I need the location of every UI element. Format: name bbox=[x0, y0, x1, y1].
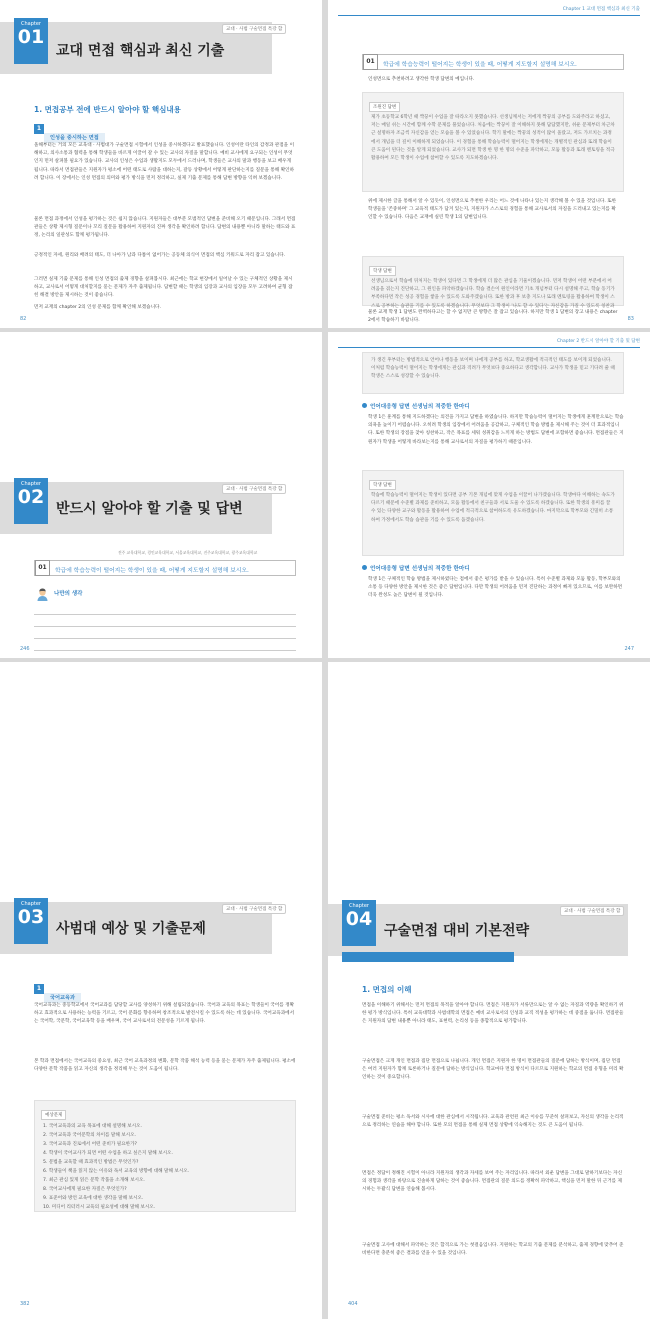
header-tag: 교대 · 사범 구술면접 특강 합 bbox=[560, 906, 624, 916]
page-83 bbox=[328, 0, 650, 328]
answer-box bbox=[362, 470, 624, 556]
paragraph: 구술면접 준비는 평소 독서와 시사에 대한 관심에서 시작됩니다. 교육과 관련된 최근 이슈를 꾸준히 살펴보고, 자신의 생각을 논리적으로 정리하는 연습을 해야 합니다. 또한 모의 면접을 통해 실제 면접 상황에 익숙해지는 것도 큰 도움이 됩니다. bbox=[362, 1115, 624, 1129]
writing-line bbox=[34, 626, 296, 627]
paragraph: 물론 면접 과정에서 인성을 평가하는 것은 쉽지 않습니다. 지원자들은 대부분 모범적인 답변을 준비해 오기 때문입니다. 그래서 면접관들은 상황 제시형 질문이나 꼬리 질문을 활용하여 지원자의 진짜 생각을 확인하려 합니다. 답변의 내용뿐 아니라 말하는 태도와 표정, 논리의 일관성도 함께 평가됩니다. bbox=[34, 217, 296, 239]
page-404 bbox=[328, 662, 650, 1319]
chapter-title: 교대 면접 핵심과 최신 기출 bbox=[56, 43, 225, 59]
page-number: 82 bbox=[20, 316, 27, 322]
page-382 bbox=[0, 662, 322, 1319]
writing-line bbox=[34, 614, 296, 615]
box-tag: 학생 답변 bbox=[369, 480, 396, 490]
paragraph: 면접을 이해하기 위해서는 먼저 면접의 목적을 알아야 합니다. 면접은 지원자가 서류만으로는 알 수 없는 자질과 역량을 확인하기 위한 평가 방식입니다. 특히 교육대학과 사범대학의 면접은 예비 교사로서의 인성과 교직 적성을 평가하는 데 중점을 둡니다. 면접관들은 지원자의 답변 내용뿐 아니라 태도, 표현력, 논리성 등을 종합적으로 평가합니다. bbox=[362, 1003, 624, 1025]
box-tag: 조원진 답변 bbox=[369, 102, 400, 112]
question-item: 8. 국어교사에게 필요한 자질은 무엇인가? bbox=[43, 1187, 127, 1192]
writing-line bbox=[34, 650, 296, 651]
question-text: 학급에 학습능력이 떨어지는 학생이 있을 때, 어떻게 지도할지 설명해 보시오. bbox=[383, 62, 577, 68]
header-tag: 교대 · 사범 구술면접 특강 합 bbox=[222, 904, 286, 914]
question-number: 01 bbox=[363, 54, 378, 70]
page-246 bbox=[0, 332, 322, 658]
paragraph: 구술면접은 크게 개인 면접과 집단 면접으로 나뉩니다. 개인 면접은 지원자 한 명이 면접관들의 질문에 답하는 방식이며, 집단 면접은 여러 지원자가 함께 토론하거나 질문에 답하는 방식입니다. 학교마다 면접 방식이 다르므로 지원하는 학교의 면접 유형을 미리 확인하는 것이 중요합니다. bbox=[362, 1059, 624, 1081]
question-item: 9. 표준어와 방언 교육에 대한 생각을 말해 보시오. bbox=[43, 1196, 144, 1201]
question-list bbox=[35, 1120, 295, 1214]
chapter-title: 구술면접 대비 기본전략 bbox=[384, 923, 529, 939]
paragraph: 긍정적인 자세, 원리와 배려의 태도, 더 나아가 남과 다툼이 없어가는 공동체 의식이 면접의 핵심 키워드로 자리 잡고 있습니다. bbox=[34, 253, 286, 258]
my-thoughts-label: 나만의 생각 bbox=[54, 591, 83, 597]
paragraph: 그러면 실제 기출 문제를 통해 인성 면접의 출제 경향을 살펴봅시다. 최근에는 학교 현장에서 일어날 수 있는 구체적인 상황을 제시하고, 교사로서 어떻게 대처할지를 묻는 문제가 자주 출제됩니다. 답변할 때는 학생의 입장과 교사의 입장을 모두 고려하여 균형 잡힌 해결 방안을 제시하는 것이 좋습니다. bbox=[34, 277, 293, 299]
paragraph: 본 학과 면접에서는 국어교육의 중요성, 최근 국어 교육과정의 변화, 문학 작품 해석 능력 등을 묻는 문제가 자주 출제됩니다. 평소에 다양한 문학 작품을 읽고 자신의 생각을 정리해 두는 것이 도움이 됩니다. bbox=[34, 1059, 296, 1073]
question-box bbox=[362, 54, 624, 70]
writing-line bbox=[34, 638, 296, 639]
page-number: 83 bbox=[627, 316, 634, 322]
question-item: 1. 국어교육과의 교육 목표에 대해 설명해 보시오. bbox=[43, 1124, 142, 1129]
bullet-dot-icon bbox=[362, 565, 367, 570]
question-item: 3. 국어교육과 진로에서 어떤 준비가 필요한가? bbox=[43, 1142, 137, 1147]
answer-box-continued bbox=[362, 352, 624, 394]
question-item: 7. 최근 관심 있게 읽은 문학 작품을 소개해 보시오. bbox=[43, 1178, 145, 1183]
chapter-badge: Chapter 01 bbox=[14, 18, 48, 64]
question-number: 01 bbox=[35, 560, 50, 576]
chapter-title: 반드시 알아야 할 기출 및 답변 bbox=[56, 501, 243, 517]
paragraph: 국어교육과는 중등학교에서 국어교과를 담당할 교사를 양성하기 위해 설립되었습니다. 국어과 교육의 목표는 학생들이 국어를 정확하고 효과적으로 사용하는 능력을 기르고, 국어 문화를 향유하며 창조적으로 발전시킬 수 있도록 하는 데 있습니다. 국어교육과에서는 국어학, 국문학, 국어교육학 등을 배우며, 국어 교사로서의 전문성을 기르게 됩니다. bbox=[34, 1003, 295, 1025]
bullet-dot-icon bbox=[362, 403, 367, 408]
sub-section-badge: 1 국어교육과 bbox=[34, 984, 81, 994]
chapter-badge: Chapter 02 bbox=[14, 478, 48, 524]
answer-box bbox=[362, 256, 624, 309]
box-text: 제가 초등학교 6학년 때 짝꿍이 수업을 잘 따라오지 못했습니다. 선생님께서는 저에게 짝꿍의 공부를 도와주라고 하셨고, 저는 매일 쉬는 시간에 함께 수학 문제를 풀었습니다. 처음에는 짝꿍이 잘 이해하지 못해 답답했지만, 쉬운 문제부터 차근차근 설명하자 조금씩 자신감을 얻는 모습을 볼 수 있었습니다. 학기 말에는 짝꿍의 성적이 많이 올랐고, 저도 가르치는 과정에서 개념을 더 깊이 이해하게 되었습니다. 이 경험을 통해 학습능력이 떨어지는 학생에게는 개별적인 관심과 또래 학습이 큰 도움이 된다는 것을 알게 되었습니다. 교사가 되면 학생 한 명 한 명의 수준을 파악하고, 모둠 활동과 또래 멘토링을 적극 활용하여 모든 학생이 수업에 참여할 수 있도록 지도하겠습니다. bbox=[371, 115, 615, 162]
page-number: 246 bbox=[20, 646, 30, 652]
page-number: 247 bbox=[624, 646, 634, 652]
page-82 bbox=[0, 0, 322, 328]
question-item: 4. 학생이 국어교사가 되면 어떤 수업을 하고 싶은지 말해 보시오. bbox=[43, 1151, 173, 1156]
paragraph: 구술면접 고사에 대해서 파악하는 것은 합격으로 가는 첫걸음입니다. 지원하는 학교의 기출 문제를 분석하고, 출제 경향에 맞추어 준비한다면 충분히 좋은 결과를 얻을 수 있을 것입니다. bbox=[362, 1243, 624, 1257]
box-tag: 예상문제 bbox=[41, 1110, 66, 1120]
advice-heading: 언어대응형 답변 선생님의 적중한 한마디 bbox=[362, 402, 470, 410]
running-head-rule bbox=[338, 347, 640, 348]
paragraph: 학생 1은 구체적인 학습 방법을 제시하였다는 점에서 좋은 평가를 받을 수 있습니다. 특히 수준별 과제와 모둠 활동, 학부모와의 소통 등 다양한 방안을 제시한 것은 좋은 답변입니다. 다만 학생의 어려움을 먼저 진단하는 과정이 빠져 있으므로, 이를 보완하면 더욱 완성도 높은 답변이 될 것입니다. bbox=[368, 577, 623, 599]
box-tag: 학생 답변 bbox=[369, 266, 396, 276]
header-tag: 교대 · 사범 구술면접 특강 합 bbox=[222, 24, 286, 34]
paragraph: 면접은 정답이 정해진 시험이 아니라 지원자의 생각과 자세를 보여 주는 자리입니다. 따라서 외운 답변을 그대로 말하기보다는 자신의 경험과 생각을 바탕으로 진솔하게 답하는 것이 좋습니다. 면접관의 질문 의도를 정확히 파악하고, 핵심을 먼저 말한 뒤 근거를 제시하는 두괄식 답변을 연습해 봅시다. bbox=[362, 1171, 623, 1193]
advice-heading: 언어대응형 답변 선생님의 적중한 한마디 bbox=[362, 564, 470, 572]
running-head: Chapter 1 교대 면접 핵심과 최신 기출 bbox=[562, 7, 640, 12]
question-list-box bbox=[34, 1100, 296, 1212]
question-item: 6. 학생들이 책을 읽지 않는 이유와 독서 교육의 방향에 대해 말해 보시오. bbox=[43, 1169, 190, 1174]
page-247 bbox=[328, 332, 650, 658]
question-item: 2. 국어교육과 국어문학의 차이를 말해 보시오. bbox=[43, 1133, 137, 1138]
question-text: 학급에 학습능력이 떨어지는 학생이 있을 때, 어떻게 지도할지 설명해 보시오. bbox=[55, 568, 249, 574]
running-head-rule bbox=[338, 15, 640, 16]
question-item: 5. 문법을 교육할 때 효과적인 방법은 무엇인가? bbox=[43, 1160, 139, 1165]
chapter-title: 사범대 예상 및 기출문제 bbox=[56, 921, 206, 937]
avatar-icon bbox=[36, 586, 49, 599]
chapter-badge: Chapter 04 bbox=[342, 900, 376, 946]
page-number: 382 bbox=[20, 1301, 30, 1307]
box-text: 선생님으로서 학습에 뒤처지는 학생이 있다면 그 학생에게 더 많은 관심을 기울이겠습니다. 먼저 학생이 어떤 부분에서 어려움을 겪는지 진단하고, 그 원인을 파악하겠습니다. 학습 결손이 원인이라면 기초 개념부터 다시 설명해 주고, 학습 동기가 부족하다면 작은 성공 경험을 쌓을 수 있도록 도와주겠습니다. 또한 방과 후 보충 지도나 또래 멘토링을 활용하여 학생이 스스로 공부하는 습관을 기를 수 있도록 하겠습니다. 무엇보다 그 학생이 '나도 할 수 있다'는 자신감을 가질 수 있도록 칭찬과 bbox=[371, 279, 615, 309]
box-text: 학습에 학습능력이 떨어지는 학생이 있다면 공부 기본 개념에 맞게 수업을 이끌어 나가겠습니다. 학생마다 이해하는 속도가 다르기 때문에 수준별 과제를 준비하고, 모둠 활동에서 친구들과 서로 도울 수 있도록 하겠습니다. 또한 학생의 흥미를 끌 수 있는 다양한 교구와 활동을 활용하여 수업에 적극적으로 참여하도록 유도하겠습니다. 마지막으로 학부모와 긴밀히 소통하여 가정에서도 학습 습관을 기를 수 있도록 돕겠습니다. bbox=[371, 493, 615, 523]
chapter-badge: Chapter 03 bbox=[14, 898, 48, 944]
paragraph: 물론 교재 학생 1 답변도 완벽하다고는 할 수 없지만 큰 방향은 잘 잡고 있습니다. 하지만 학생 1 답변의 장고 내용은 chapter 2에서 학습하기 바랍니다. bbox=[368, 310, 618, 324]
question-item: 10. 미디어 리터러시 교육의 필요성에 대해 말해 보시오. bbox=[43, 1205, 156, 1210]
paragraph: 먼저 교재의 chapter 2의 인성 문제를 함께 확인해 보겠습니다. bbox=[34, 305, 161, 310]
section-title: 1. 면접의 이해 bbox=[362, 985, 412, 994]
section-title: 1. 면접공부 전에 반드시 알아야 할 핵심내용 bbox=[34, 105, 181, 114]
intro-text: 인성면으로 추천하려고 생각한 학생 답변의 예입니다. bbox=[368, 77, 475, 82]
running-head: Chapter 2 반드시 알아야 할 기출 및 답변 bbox=[556, 339, 640, 344]
question-box bbox=[34, 560, 296, 576]
paragraph: 위에 제시한 글을 통해서 알 수 있듯이, 인성면으로 추천한 우리는 어느 것에 나타나 있는지 생각해 볼 수 있을 것입니다. 또한 학생들을 '존중하며' 그 교육적 태도가 담겨 있는지, 지원자가 스스로의 경험을 통해 교사로서의 자질을 드러내고 있는지를 확인할 수 있습니다. 다음은 교재에 실린 학생 1의 답변입니다. bbox=[368, 199, 617, 221]
subtitle-bar: 실전 사범면접 현재 대비를 위해 꼭 알아야 할 TIP bbox=[342, 952, 514, 962]
source-schools: 전주 교육대학교, 경인교육대학교, 서울교육대학교, 진주교육대학교, 광주교육대학교 bbox=[118, 550, 258, 555]
sub-section-badge: 1 인성을 중시하는 면접 bbox=[34, 124, 105, 134]
paragraph: 올해부터는 거의 모든 교육대 · 사범대가 구술면접 시험에서 인성을 중시하겠다고 발표했습니다. 인성이란 타인의 감정과 관점을 이해하고, 의사소통과 협력을 통해 학생들을 바르게 이끌어 갈 수 있는 교사의 자질을 말합니다. 예비 교사에게 요구되는 인성이 무엇인지 먼저 살펴볼 필요가 있습니다. 교사의 인성은 수업과 생활지도 모두에서 드러나며, 학생들은 교사의 말과 행동을 보고 배우게 됩니다. 따라서 면접관들은 지원자가 평소에 어떤 태도로 사람을 대하는지, 갈등 상황에서 어떻게 판단하는지를 질문을 통해 확인하려 합니다. 이 장에서는 인성 면접의 의미와 평가 방식을 먼저 정리하고, 실제 기출 문제를 통해 답변 방향을 익혀 보겠습니다. bbox=[34, 143, 295, 181]
paragraph: 학생 1은 훈계를 통해 지도하겠다는 의견을 가지고 답변을 하였습니다. 하지만 학습능력이 떨어지는 학생에게 훈계만으로는 학습 의욕을 높이기 어렵습니다. 오히려 학생의 입장에서 어려움을 공감하고, 구체적인 학습 방법을 제시해 주는 것이 더 효과적입니다. 또한 학생의 장점을 찾아 칭찬하고, 작은 목표를 세워 성취감을 느끼게 하는 방법도 답변에 포함하면 좋습니다. 면접관들은 지원자가 학생을 어떻게 바라보는지를 통해 교사로서의 자질을 평가하기 때문입니다. bbox=[368, 415, 624, 445]
answer-box bbox=[362, 92, 624, 192]
header-tag: 교대 · 사범 구술면접 특강 합 bbox=[222, 484, 286, 494]
box-text: 가 생긴 후부터는 방법적으로 언어나 행동을 보이며 나에게 공부를 하고, 학교생활에 적극적인 태도를 보이게 되었습니다. 이처럼 학습능력이 떨어지는 학생에게는 관심과 격려가 무엇보다 중요하다고 생각합니다. 교사가 학생을 믿고 기다려 줄 때 학생은 스스로 성장할 수 있습니다. bbox=[371, 358, 615, 380]
page-number: 404 bbox=[348, 1301, 358, 1307]
